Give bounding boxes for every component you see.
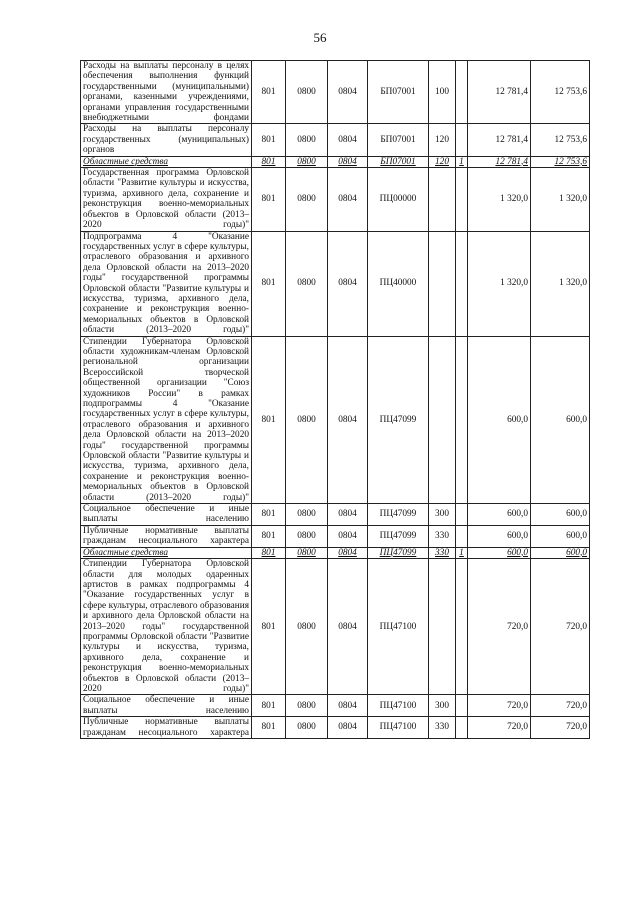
subsection-code: 0804 <box>328 525 368 547</box>
amount-year-2: 12 753,6 <box>531 124 590 156</box>
expense-type-code: 120 <box>429 124 456 156</box>
amount-year-1: 600,0 <box>468 525 531 547</box>
amount-year-1: 1 320,0 <box>468 168 531 231</box>
subsection-code: 0804 <box>328 717 368 739</box>
grbs-code: 801 <box>252 168 286 231</box>
subsection-code: 0804 <box>328 559 368 695</box>
amount-year-1: 1 320,0 <box>468 231 531 336</box>
target-article-code: БП07001 <box>368 156 429 167</box>
row-name: Стипендии Губернатора Орловской области для молодых одаренных артистов в рамках подпрограммы 4 "Оказание государственных услуг в сфере культуры, отраслевого образования и архивного дела Орловской области на 2013–2020 годы" государственной программы Орловской области "Развитие культуры и искусства, туризма, архивного дела, сохранение и реконструкция военно-мемориальных объектов в Орловской области (2013–2020 годы)" <box>81 559 252 695</box>
section-code: 0800 <box>286 336 328 504</box>
grbs-code: 801 <box>252 231 286 336</box>
funding-source-code <box>456 231 468 336</box>
row-name: Публичные нормативные выплаты гражданам несоциального характера <box>81 717 252 739</box>
expense-type-code: 300 <box>429 695 456 717</box>
grbs-code: 801 <box>252 695 286 717</box>
section-code: 0800 <box>286 61 328 124</box>
target-article-code: ПЦ47100 <box>368 717 429 739</box>
grbs-code: 801 <box>252 336 286 504</box>
table-row <box>81 336 590 504</box>
funding-source-code: 1 <box>456 547 468 558</box>
target-article-code: ПЦ47099 <box>368 547 429 558</box>
subsection-code: 0804 <box>328 504 368 526</box>
target-article-code: ПЦ47100 <box>368 559 429 695</box>
amount-year-2: 720,0 <box>531 695 590 717</box>
funding-source-code <box>456 717 468 739</box>
row-name: Областные средства <box>81 156 252 167</box>
row-name: Областные средства <box>81 547 252 558</box>
section-code: 0800 <box>286 547 328 558</box>
subsection-code: 0804 <box>328 124 368 156</box>
target-article-code: БП07001 <box>368 124 429 156</box>
expense-type-code: 300 <box>429 504 456 526</box>
expense-type-code: 330 <box>429 717 456 739</box>
table-row <box>81 231 590 336</box>
subsection-code: 0804 <box>328 547 368 558</box>
section-code: 0800 <box>286 156 328 167</box>
section-code: 0800 <box>286 168 328 231</box>
amount-year-2: 720,0 <box>531 717 590 739</box>
grbs-code: 801 <box>252 559 286 695</box>
table-row <box>81 547 590 558</box>
amount-year-1: 12 781,4 <box>468 61 531 124</box>
expense-type-code <box>429 231 456 336</box>
subsection-code: 0804 <box>328 231 368 336</box>
table-row <box>81 525 590 547</box>
amount-year-2: 600,0 <box>531 547 590 558</box>
funding-source-code <box>456 61 468 124</box>
expense-type-code: 330 <box>429 547 456 558</box>
expense-type-code: 100 <box>429 61 456 124</box>
table-body <box>81 61 590 739</box>
target-article-code: ПЦ00000 <box>368 168 429 231</box>
amount-year-2: 600,0 <box>531 504 590 526</box>
amount-year-2: 720,0 <box>531 559 590 695</box>
subsection-code: 0804 <box>328 156 368 167</box>
section-code: 0800 <box>286 231 328 336</box>
expense-type-code <box>429 168 456 231</box>
funding-source-code: 1 <box>456 156 468 167</box>
amount-year-1: 720,0 <box>468 717 531 739</box>
amount-year-1: 720,0 <box>468 559 531 695</box>
target-article-code: ПЦ40000 <box>368 231 429 336</box>
subsection-code: 0804 <box>328 61 368 124</box>
row-name: Расходы на выплаты персоналу государственных (муниципальных) органов <box>81 124 252 156</box>
grbs-code: 801 <box>252 525 286 547</box>
expense-type-code <box>429 559 456 695</box>
budget-table <box>80 60 590 739</box>
grbs-code: 801 <box>252 124 286 156</box>
amount-year-2: 1 320,0 <box>531 168 590 231</box>
amount-year-1: 12 781,4 <box>468 156 531 167</box>
subsection-code: 0804 <box>328 168 368 231</box>
amount-year-2: 12 753,6 <box>531 156 590 167</box>
expense-type-code: 120 <box>429 156 456 167</box>
table-row <box>81 559 590 695</box>
funding-source-code <box>456 559 468 695</box>
row-name: Государственная программа Орловской области "Развитие культуры и искусства, туризма, архивного дела, сохранение и реконструкция военно-мемориальных объектов в Орловской области (2013–2020 годы)" <box>81 168 252 231</box>
target-article-code: ПЦ47099 <box>368 336 429 504</box>
grbs-code: 801 <box>252 547 286 558</box>
expense-type-code: 330 <box>429 525 456 547</box>
row-name: Расходы на выплаты персоналу в целях обеспечения выполнения функций государственными (муниципальными) органами, казенными учреждениями, органами управления государственными внебюджетными фондами <box>81 61 252 124</box>
target-article-code: ПЦ47100 <box>368 695 429 717</box>
table-row <box>81 61 590 124</box>
amount-year-2: 600,0 <box>531 336 590 504</box>
subsection-code: 0804 <box>328 695 368 717</box>
funding-source-code <box>456 504 468 526</box>
grbs-code: 801 <box>252 61 286 124</box>
grbs-code: 801 <box>252 504 286 526</box>
funding-source-code <box>456 525 468 547</box>
section-code: 0800 <box>286 559 328 695</box>
amount-year-1: 720,0 <box>468 695 531 717</box>
funding-source-code <box>456 168 468 231</box>
row-name: Социальное обеспечение и иные выплаты населению <box>81 695 252 717</box>
target-article-code: ПЦ47099 <box>368 504 429 526</box>
table-row <box>81 124 590 156</box>
section-code: 0800 <box>286 717 328 739</box>
row-name: Социальное обеспечение и иные выплаты населению <box>81 504 252 526</box>
table-row <box>81 168 590 231</box>
table-row <box>81 695 590 717</box>
amount-year-1: 600,0 <box>468 504 531 526</box>
grbs-code: 801 <box>252 717 286 739</box>
funding-source-code <box>456 336 468 504</box>
grbs-code: 801 <box>252 156 286 167</box>
page-number: 56 <box>313 30 327 45</box>
section-code: 0800 <box>286 695 328 717</box>
row-name: Публичные нормативные выплаты гражданам несоциального характера <box>81 525 252 547</box>
amount-year-2: 1 320,0 <box>531 231 590 336</box>
row-name: Подпрограмма 4 "Оказание государственных услуг в сфере культуры, отраслевого образования и архивного дела Орловской области на 2013–2020 годы" государственной программы Орловской области "Развитие культуры и искусства, туризма, архивного дела, сохранение и реконструкция военно-мемориальных объектов в Орловской области (2013–2020 годы)" <box>81 231 252 336</box>
amount-year-2: 600,0 <box>531 525 590 547</box>
funding-source-code <box>456 695 468 717</box>
expense-type-code <box>429 336 456 504</box>
amount-year-1: 600,0 <box>468 336 531 504</box>
table-row <box>81 717 590 739</box>
table-row <box>81 504 590 526</box>
section-code: 0800 <box>286 124 328 156</box>
row-name: Стипендии Губернатора Орловской области художникам-членам Орловской региональной организации Всероссийской творческой общественной организации "Союз художников России" в рамках подпрограммы 4 "Оказание государственных услуг в сфере культуры, отраслевого образования и архивного дела Орловской области на 2013–2020 годы" государственной программы Орловской области "Развитие культуры и искусства, туризма, архивного дела, сохранение и реконструкция военно-мемориальных объектов в Орловской области (2013–2020 годы)" <box>81 336 252 504</box>
section-code: 0800 <box>286 504 328 526</box>
target-article-code: БП07001 <box>368 61 429 124</box>
amount-year-2: 12 753,6 <box>531 61 590 124</box>
subsection-code: 0804 <box>328 336 368 504</box>
target-article-code: ПЦ47099 <box>368 525 429 547</box>
amount-year-1: 600,0 <box>468 547 531 558</box>
amount-year-1: 12 781,4 <box>468 124 531 156</box>
section-code: 0800 <box>286 525 328 547</box>
funding-source-code <box>456 124 468 156</box>
table-row <box>81 156 590 167</box>
